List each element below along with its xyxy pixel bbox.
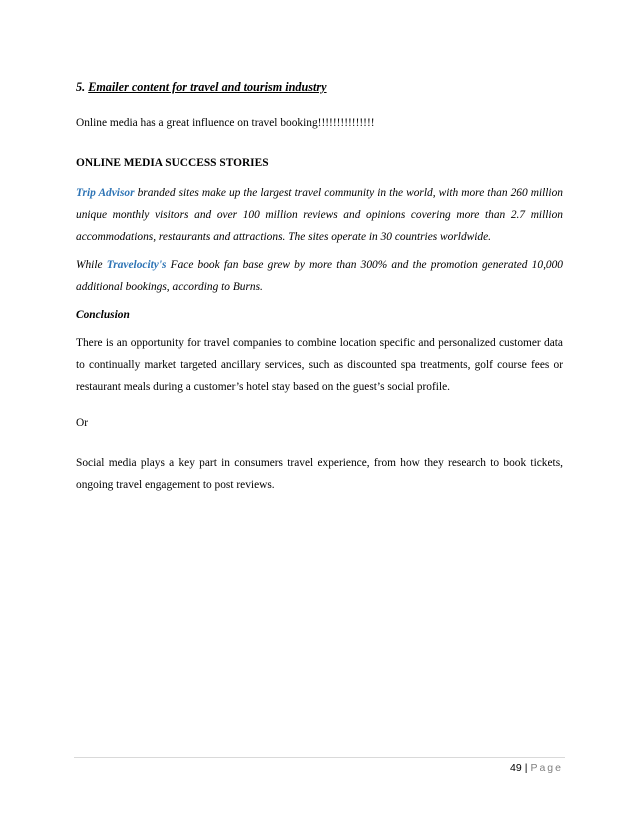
footer-separator: | xyxy=(524,762,528,774)
success-stories-title: ONLINE MEDIA SUCCESS STORIES xyxy=(76,157,269,169)
page-label: Page xyxy=(530,762,563,774)
or-text: Or xyxy=(76,417,89,429)
section-number: 5. xyxy=(76,80,86,94)
page-content xyxy=(76,76,563,496)
page-number: 49 xyxy=(510,762,522,774)
story-travelocity xyxy=(76,254,563,298)
footer-divider xyxy=(74,757,565,758)
section-heading xyxy=(76,76,563,98)
brand-trip-advisor: Trip Advisor xyxy=(76,187,135,199)
story-travelocity-prefix: While xyxy=(76,259,107,271)
intro-paragraph: Online media has a great influence on travel booking!!!!!!!!!!!!!!! xyxy=(76,117,375,129)
conclusion-title: Conclusion xyxy=(76,309,130,321)
conclusion-paragraph: There is an opportunity for travel companies to combine location specific and personalized customer data to continually market targeted ancillary services, such as discounted spa treatments, golf course fees or restaurant meals during a customer’s hotel stay based on the guest’s social profile. xyxy=(76,337,563,393)
story-travelocity-text: Face book fan base grew by more than 300% and the promotion generated 10,000 additional bookings, according to Burns. xyxy=(76,259,564,293)
brand-travelocity: Travelocity's xyxy=(106,259,167,271)
story-trip-advisor-text: branded sites make up the largest travel community in the world, with more than 260 million unique monthly visitors and over 100 million reviews and opinions covering more than 2.7 million accommodations, restaurants and attractions. The sites operate in 30 countries worldwide. xyxy=(76,187,563,243)
story-trip-advisor xyxy=(76,182,563,248)
section-heading-title: Emailer content for travel and tourism industry xyxy=(88,80,327,94)
page-footer xyxy=(510,762,563,774)
closing-paragraph: Social media plays a key part in consumers travel experience, from how they research to book tickets, ongoing travel engagement to post reviews. xyxy=(76,457,563,491)
